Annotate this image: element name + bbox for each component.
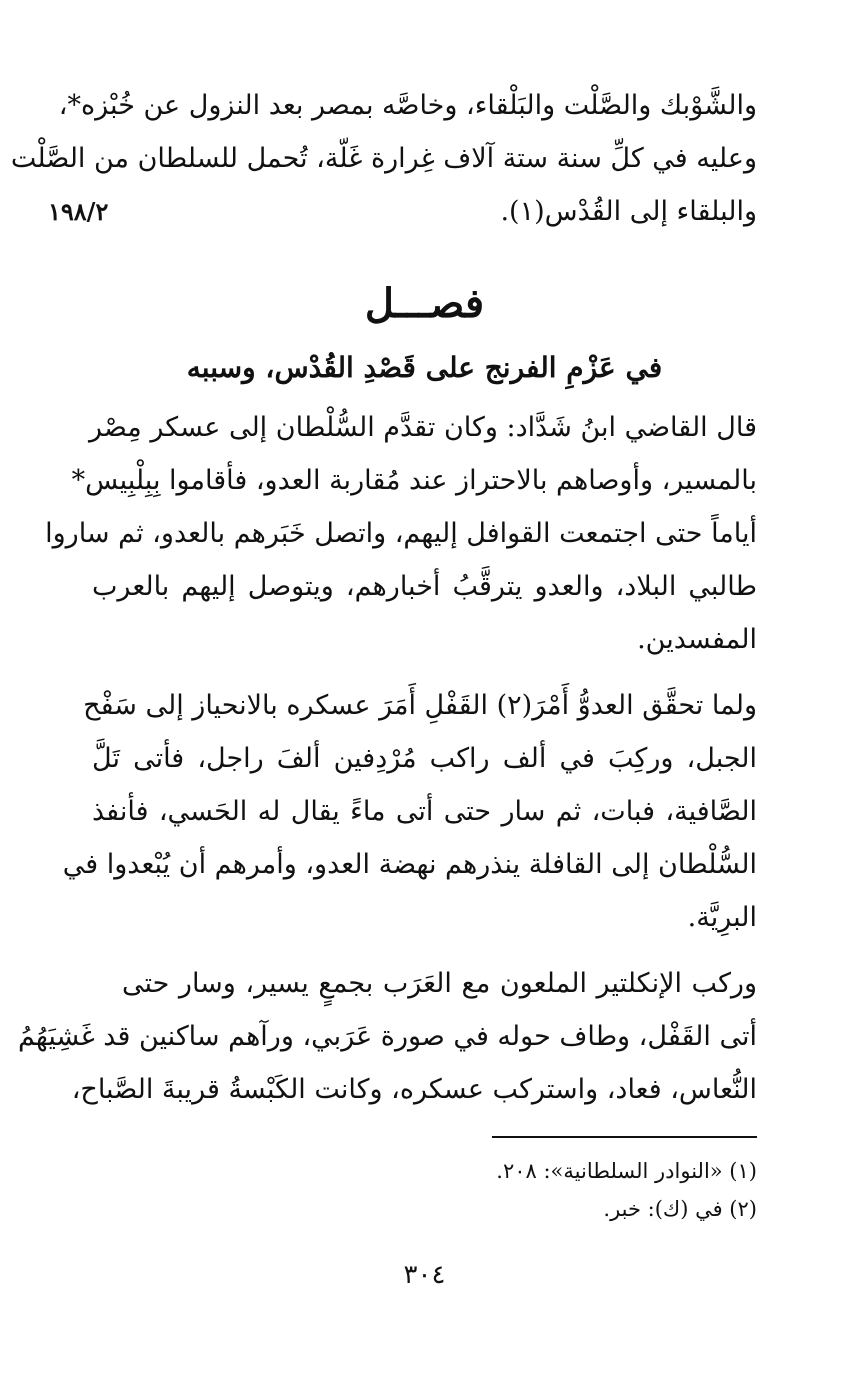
text-line: طالبي البلاد، والعدو يترقَّبُ أخبارهم، ويتوصل إليهم بالعرب: [92, 571, 757, 602]
text-line: والشَّوْبك والصَّلْت والبَلْقاء، وخاصَّه بمصر بعد النزول عن خُبْزه*،: [58, 90, 757, 121]
text-line: أتى القَفْل، وطاف حوله في صورة عَرَبي، ورآهم ساكنين قد غَشِيَهُمُ: [17, 1021, 757, 1052]
margin-reference: ١٩٨/٢: [48, 197, 109, 226]
text-line: بالمسير، وأوصاهم بالاحتراز عند مُقاربة العدو، فأقاموا بِبِلْبِيس*: [71, 465, 757, 496]
text-line: والبلقاء إلى القُدْس(١).: [500, 196, 757, 227]
text-line: وركب الإنكلتير الملعون مع العَرَب بجمعٍ يسير، وسار حتى: [122, 968, 757, 999]
text-line: أياماً حتى اجتمعت القوافل إليهم، واتصل خَبَرهم بالعدو، ثم ساروا: [45, 518, 757, 549]
text-line: الصَّافية، فبات، ثم سار حتى أتى ماءً يقال له الحَسي، فأنفذ: [92, 796, 757, 827]
page-number: ٣٠٤: [403, 1260, 446, 1290]
footnote: (١) «النوادر السلطانية»: ٢٠٨.: [496, 1159, 757, 1183]
text-line: السُّلْطان إلى القافلة ينذرهم نهضة العدو، وأمرهم أن يُبْعدوا في: [62, 849, 757, 880]
text-line: البرِيَّة.: [687, 902, 757, 933]
text-line: المفسدين.: [637, 624, 757, 655]
text-line: ولما تحقَّق العدوُّ أَمْرَ(٢) القَفْلِ أَمَرَ عسكره بالانحياز إلى سَفْح: [83, 690, 757, 721]
text-line: الجبل، وركِبَ في ألف راكب مُرْدِفين ألفَ راجل، فأتى تَلَّ: [92, 743, 757, 774]
footnote: (٢) في (ك): خبر.: [603, 1197, 757, 1221]
text-line: النُّعاس، فعاد، واستركب عسكره، وكانت الكَبْسةُ قريبةَ الصَّباح،: [71, 1074, 757, 1105]
footnote-separator: [492, 1136, 757, 1138]
text-line: قال القاضي ابنُ شَدَّاد: وكان تقدَّم السُّلْطان إلى عسكر مِصْر: [89, 412, 757, 443]
text-line: وعليه في كلِّ سنة ستة آلاف غِرارة غَلّة، تُحمل للسلطان من الصَّلْت: [10, 143, 757, 174]
section-title: فصـــل: [364, 280, 485, 327]
section-subtitle: في عَزْمِ الفرنج على قَصْدِ القُدْس، وسببه: [186, 351, 663, 384]
